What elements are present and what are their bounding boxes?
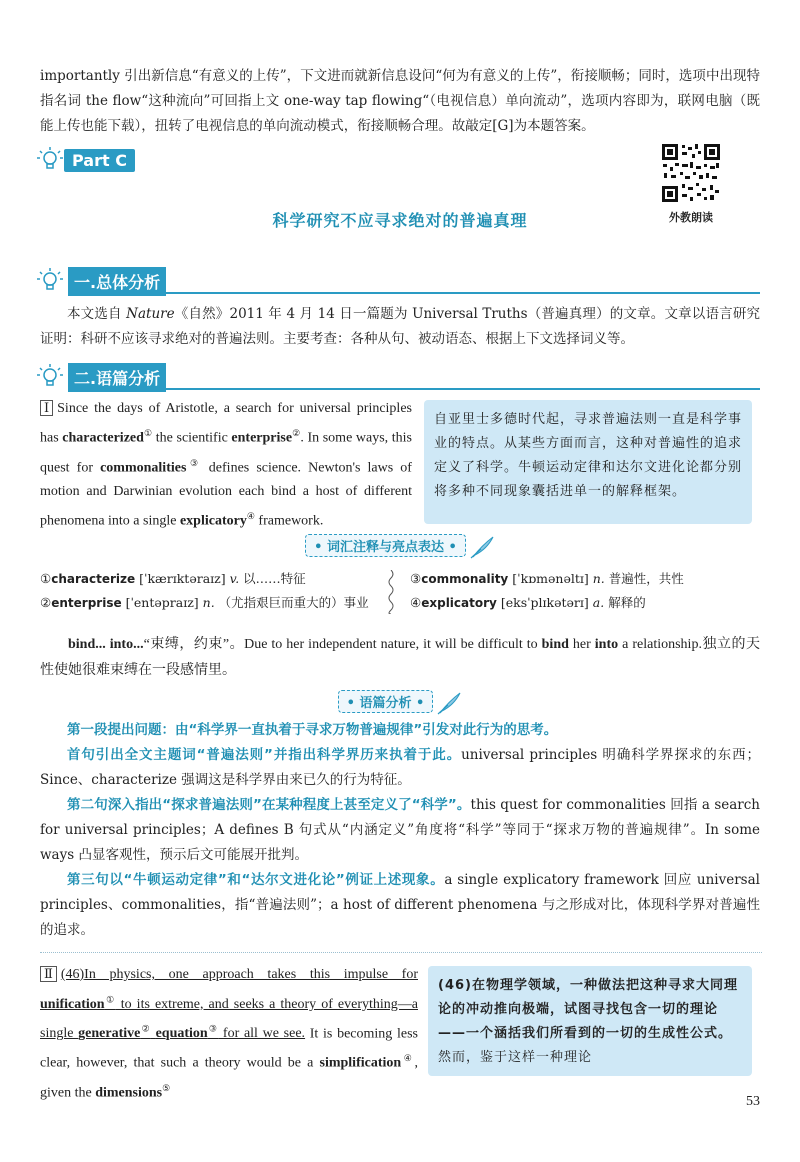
- highlight-expression: bind... into...“束缚，约束”。Due to her independent nature, it will be difficult to bind her into a relationship.独立的天性使她很难束缚在一段感情里。: [40, 637, 760, 678]
- intro-text: importantly 引出新信息“有意义的上传”，下文进而就新信息设问“何为有意义的上传”，衔接顺畅；同时，选项中出现特指名词 the flow“这种流向”可回指上文 one-way tap flowing“（电视信息）单向流动”，选项内容即为，联网电脑（既能上传也能下载），扭转了电视信息的单向流动模式，衔接顺畅合理。故敲定[G]为本题答案。: [40, 68, 760, 134]
- analysis-para: 第二句深入指出“探求普遍法则”在某种程度上甚至定义了“科学”。this quest for commonalities 回指 a search for universal principles；A defines B 句式从“内涵定义”角度将“科学”等同于“探求万物的普遍规律”。In some ways 凸显客观性，预示后文可能展开批判。: [40, 797, 760, 863]
- vocab-word: explicatory: [179, 513, 247, 529]
- paragraph-number: Ⅰ: [40, 400, 53, 416]
- lightbulb-icon: [36, 146, 64, 174]
- page-number: 53: [746, 1094, 760, 1109]
- section-divider: [166, 388, 760, 390]
- paragraph-1-translation: 自亚里士多德时代起，寻求普遍法则一直是科学事业的特点。从某些方面而言，这种对普遍性的追求定义了科学。牛顿运动定律和达尔文进化论都分别将多种不同现象囊括进单一的解释框架。: [424, 400, 752, 524]
- glossary-entry: ③commonality [ˈkɒmənəltɪ] n. 普遍性，共性: [410, 571, 684, 586]
- glossary-entry: ④explicatory [eksˈplɪkətərɪ] a. 解释的: [410, 595, 646, 610]
- analysis-para: 第三句以“牛顿运动定律”和“达尔文进化论”例证上述现象。a single explicatory framework 回应 universal principles、commonalities，指“普遍法则”；a host of different phenomena 与之形成对比，体现科学界对普遍性的追求。: [40, 872, 760, 938]
- paragraph-number: Ⅱ: [40, 966, 57, 982]
- section-overall-analysis-header: [36, 266, 760, 296]
- section-title: 二.语篇分析: [68, 363, 166, 392]
- intro-paragraph: [40, 64, 760, 139]
- vocab-word: commonalities: [100, 460, 187, 476]
- lightbulb-icon: [36, 363, 64, 391]
- quill-icon: [469, 535, 495, 559]
- vocab-pill-row: [0, 534, 800, 559]
- paragraph-2-translation: (46)在物理学领域，一种做法把这种寻求大同理论的冲动推向极端，试图寻找包含一切的理论——一个涵括我们所看到的一切的生成性公式。然而，鉴于这样一种理论: [428, 966, 752, 1076]
- paragraph-2-english: Ⅱ (46)In physics, one approach takes this impulse for unification① to its extreme, and seeks a theory of everything—a single generative② equation③ for all we see. It is becoming less clear, however, that such a theory would be a simplification④, given the dimensions⑤: [40, 966, 418, 1101]
- overall-analysis-text: 本文选自 Nature《自然》2011 年 4 月 14 日一篇题为 Universal Truths（普遍真理）的文章。文章以语言研究证明：科研不应该寻求绝对的普遍法则。主要考查：各种从句、被动语态、根据上下文选择词义等。: [40, 306, 760, 347]
- glossary-entry: ①characterize [ˈkærɪktəraɪz] v. 以……特征: [40, 571, 306, 586]
- text-analysis-pill: • 语篇分析 •: [338, 690, 434, 713]
- glossary-right: [410, 567, 760, 615]
- analysis-pill-row: [0, 690, 800, 715]
- quill-icon: [436, 691, 462, 715]
- part-c-label: Part C: [64, 149, 135, 172]
- section-divider: [166, 292, 760, 294]
- analysis-para: 第一段提出问题：由“科学界一直执着于寻求万物普遍规律”引发对此行为的思考。: [67, 722, 558, 738]
- dotted-divider: [40, 952, 762, 953]
- section-text-analysis-header: [36, 362, 760, 392]
- qr-code-icon[interactable]: [660, 142, 722, 204]
- analysis-para: 首句引出全文主题词“普遍法则”并指出科学界历来执着于此。universal principles 明确科学界探求的东西；Since、characterize 强调这是科学界由来已久的行为特征。: [40, 747, 760, 788]
- section-title: 一.总体分析: [68, 267, 166, 296]
- source-journal: Nature: [126, 306, 175, 322]
- vocab-word: enterprise: [231, 430, 293, 446]
- vocab-word: characterized: [62, 430, 144, 446]
- glossary-divider: [386, 570, 396, 614]
- article-title: 科学研究不应寻求绝对的普遍真理: [272, 211, 528, 230]
- vocab-notes-pill: • 词汇注释与亮点表达 •: [305, 534, 466, 557]
- question-46-sentence: (46)In physics, one approach takes this impulse for unification① to its extreme, and seeks a theory of everything—a single generative② equation③ for all we see.: [40, 967, 418, 1042]
- paragraph-1-english: Ⅰ Since the days of Aristotle, a search for universal principles has characterized① the scientific enterprise②. In some ways, this quest for commonalities③ defines science. Newton's laws of motion and Darwinian evolution each bind a host of different phenomena into a single explicatory④ framework.: [40, 400, 412, 529]
- lightbulb-icon: [36, 267, 64, 295]
- analysis-block: [40, 718, 760, 943]
- highlight-phrase: bind... into...: [68, 637, 144, 652]
- glossary-left: [40, 567, 380, 615]
- part-c-header: [36, 146, 135, 174]
- qr-caption: 外教朗读: [669, 211, 713, 224]
- glossary-entry: ②enterprise [ˈentəpraɪz] n. （尤指艰巨而重大的）事业: [40, 595, 369, 610]
